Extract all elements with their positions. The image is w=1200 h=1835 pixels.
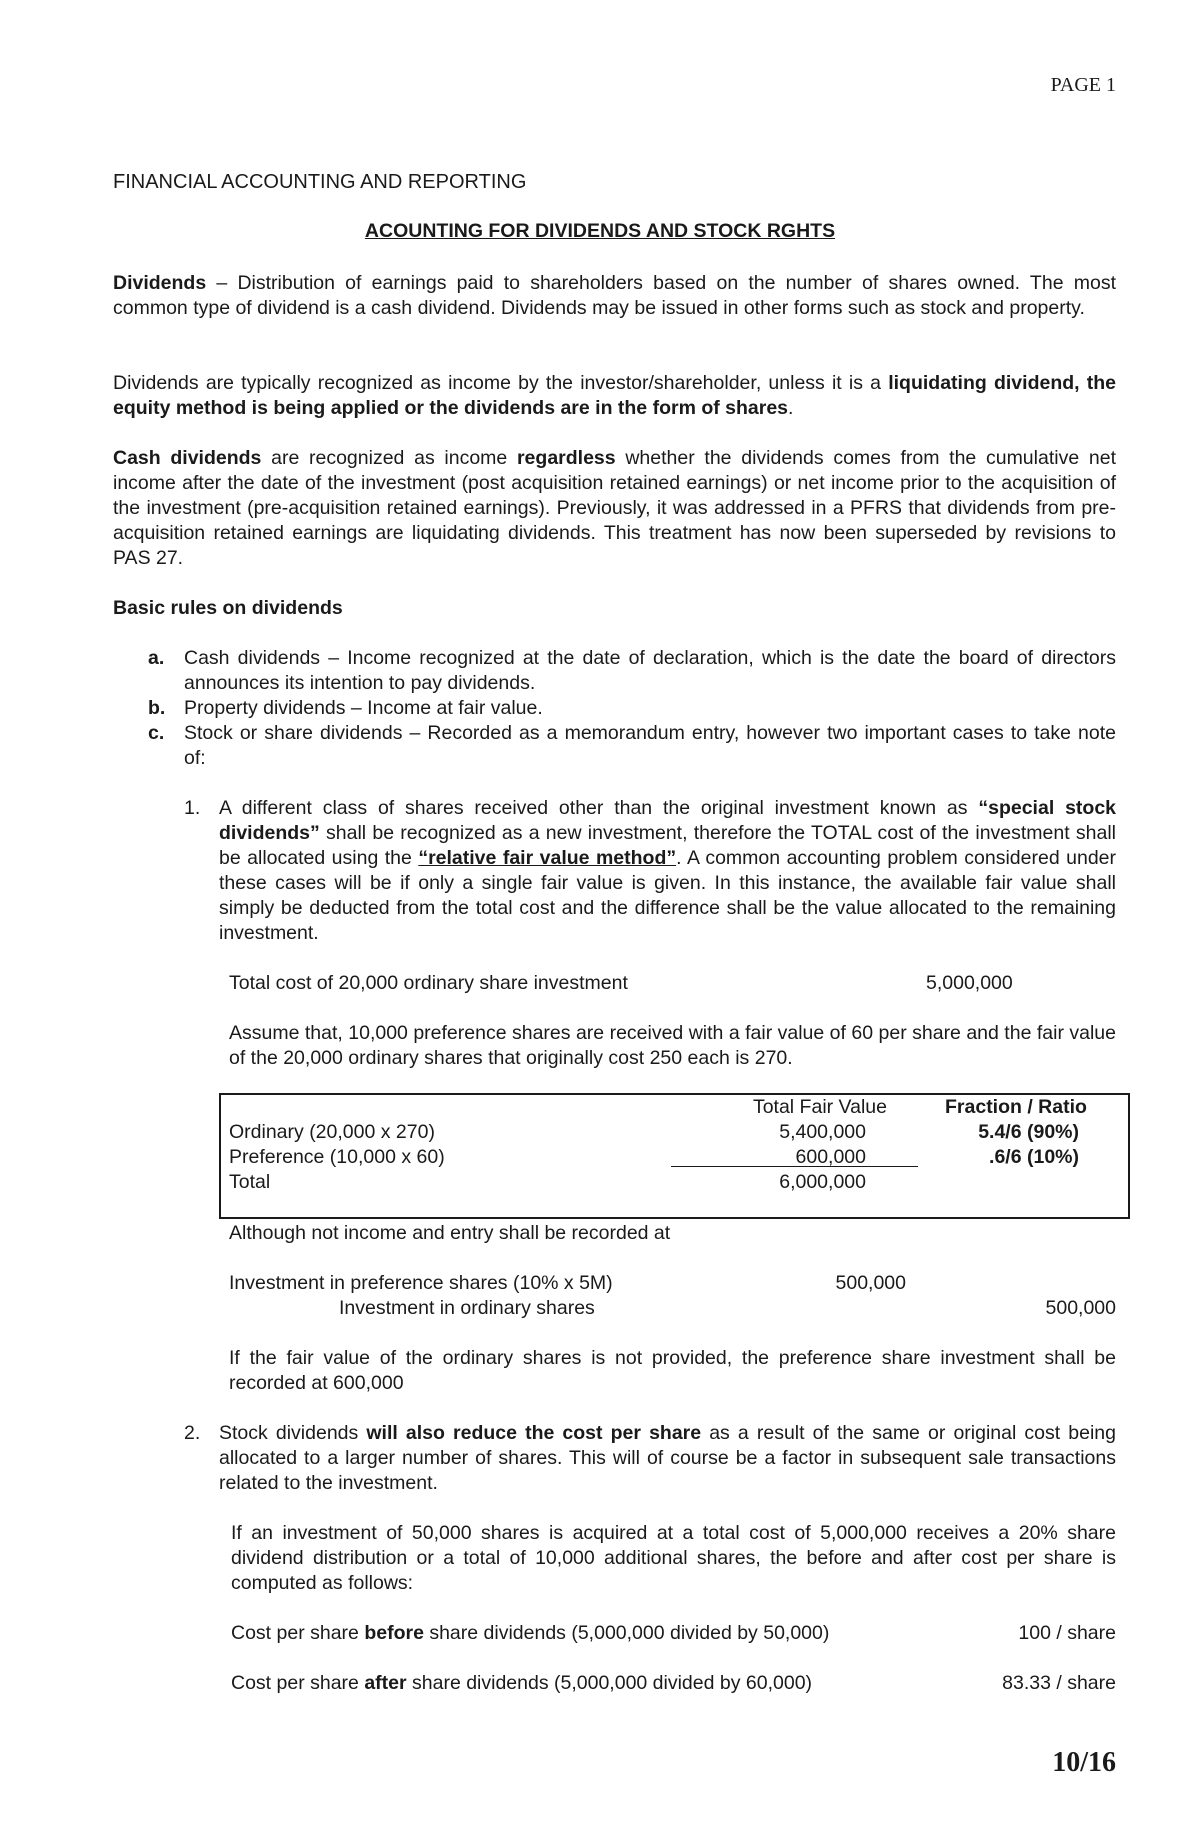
- relative-fair-value-method: “relative fair value method”: [418, 847, 677, 869]
- row-preference-ratio: .6/6 (10%): [989, 1146, 1079, 1168]
- rule-c-text: Stock or share dividends – Recorded as a memorandum entry, however two important cases to take note of:: [184, 722, 1116, 769]
- col-header-fraction-ratio: Fraction / Ratio: [945, 1096, 1087, 1118]
- assumption-text: Assume that, 10,000 preference shares are received with a fair value of 60 per share and the fair value of the 20,000 ordinary shares that originally cost 250 each is 270.: [229, 1022, 1116, 1069]
- page-label: PAGE 1: [1050, 74, 1116, 96]
- sum-line: [671, 1166, 918, 1167]
- cost-before-value: 100 / share: [1018, 1622, 1116, 1644]
- entry-intro: Although not income and entry shall be recorded at: [229, 1222, 671, 1244]
- course-title: FINANCIAL ACCOUNTING AND REPORTING: [113, 171, 527, 193]
- case-2-text-2: as a result of the same or original cost being allocated to a larger number of shares. This will of course be a factor in subsequent sale transactions related to the investment.: [219, 1422, 1116, 1494]
- recognition-paragraph: [113, 371, 1116, 421]
- fair-value-table: [219, 1093, 1130, 1219]
- basic-rules-heading: Basic rules on dividends: [113, 597, 343, 619]
- entry-credit-value: 500,000: [1045, 1297, 1116, 1319]
- case-1-text-3: . A common accounting problem considered under these cases will be if only a single fair value is given. In this instance, the available fair value shall simply be deducted from the total cost and the difference shall be the value allocated to the remaining investment.: [219, 847, 1116, 944]
- case-1-text-1: A different class of shares received other than the original investment known as: [219, 797, 979, 819]
- cost-before-pre: Cost per share: [231, 1622, 365, 1644]
- case-1-text-2: shall be recognized as a new investment, therefore the TOTAL cost of the investment shall be allocated using the: [219, 822, 1116, 869]
- cost-before-post: share dividends (5,000,000 divided by 50,000): [423, 1622, 830, 1644]
- cash-dividends-text-2: whether the dividends comes from the cumulative net income after the date of the investment (post acquisition retained earnings) or net income prior to the acquisition of the investment (pre-acquisition retained earnings). Previously, it was addressed in a PFRS that dividends from pre-acquisition retained earnings are liquidating dividends. This treatment has now been superseded by revisions to PAS 27.: [113, 447, 1116, 569]
- dividends-definition: [113, 271, 1116, 321]
- cost-after-post: share dividends (5,000,000 divided by 60,000): [406, 1672, 813, 1694]
- row-ordinary-ratio: 5.4/6 (90%): [978, 1121, 1079, 1143]
- page-number: 10/16: [1052, 1747, 1116, 1778]
- dividends-text: – Distribution of earnings paid to shareholders based on the number of shares owned. The most common type of dividend is a cash dividend. Dividends may be issued in other forms such as stock and property.: [113, 272, 1116, 319]
- total-cost-value: 5,000,000: [926, 972, 1013, 994]
- row-preference-value: 600,000: [795, 1146, 866, 1168]
- reduce-cost-per-share: will also reduce the cost per share: [366, 1422, 702, 1444]
- cash-dividends-regardless: regardless: [516, 447, 616, 469]
- special-stock-dividends: “special stock dividends”: [219, 797, 1117, 844]
- rule-b-text: Property dividends – Income at fair value.: [184, 697, 543, 719]
- cost-after-label: [231, 1671, 812, 1696]
- row-total-value: 6,000,000: [779, 1171, 866, 1193]
- col-header-total-fair-value: Total Fair Value: [752, 1096, 887, 1118]
- row-ordinary-value: 5,400,000: [779, 1121, 866, 1143]
- rule-b-marker: b.: [148, 697, 166, 719]
- cost-after-bold: after: [364, 1672, 407, 1694]
- cash-dividends-paragraph: [113, 446, 1116, 571]
- rule-a-marker: a.: [148, 647, 165, 669]
- case-2-text: [219, 1421, 1116, 1496]
- cost-after-value: 83.33 / share: [1002, 1672, 1116, 1694]
- entry-credit-label: Investment in ordinary shares: [339, 1297, 595, 1319]
- recognition-text: Dividends are typically recognized as income by the investor/shareholder, unless it is a: [113, 372, 889, 394]
- cash-dividends-term: Cash dividends: [113, 447, 262, 469]
- rule-a-text: Cash dividends – Income recognized at the date of declaration, which is the date the board of directors announces its intention to pay dividends.: [184, 647, 1116, 694]
- cost-before-label: [231, 1621, 829, 1646]
- case-1-text: [219, 796, 1116, 946]
- rule-c-marker: c.: [148, 722, 165, 744]
- row-ordinary-label: Ordinary (20,000 x 270): [229, 1121, 435, 1143]
- case-2-text-1: Stock dividends: [219, 1422, 367, 1444]
- entry-debit-value: 500,000: [835, 1272, 906, 1294]
- no-fair-value-note: If the fair value of the ordinary shares is not provided, the preference share investment shall be recorded at 600,000: [229, 1347, 1116, 1394]
- row-total-label: Total: [229, 1171, 271, 1193]
- topic-title: ACOUNTING FOR DIVIDENDS AND STOCK RGHTS: [364, 220, 836, 242]
- case-1-number: 1.: [184, 797, 201, 819]
- total-cost-label: Total cost of 20,000 ordinary share investment: [229, 972, 628, 994]
- dividends-term: Dividends: [113, 272, 207, 294]
- case-2-example: If an investment of 50,000 shares is acquired at a total cost of 5,000,000 receives a 20% share dividend distribution or a total of 10,000 additional shares, the before and after cost per share is computed as follows:: [231, 1522, 1116, 1594]
- cost-after-pre: Cost per share: [231, 1672, 365, 1694]
- cash-dividends-text-1: are recognized as income: [261, 447, 517, 469]
- recognition-exceptions: liquidating dividend, the equity method is being applied or the dividends are in the form of shares: [113, 372, 1116, 419]
- case-2-number: 2.: [184, 1422, 201, 1444]
- recognition-end: .: [788, 397, 794, 419]
- entry-debit-label: Investment in preference shares (10% x 5M): [229, 1272, 613, 1294]
- cost-before-bold: before: [364, 1622, 424, 1644]
- row-preference-label: Preference (10,000 x 60): [229, 1146, 445, 1168]
